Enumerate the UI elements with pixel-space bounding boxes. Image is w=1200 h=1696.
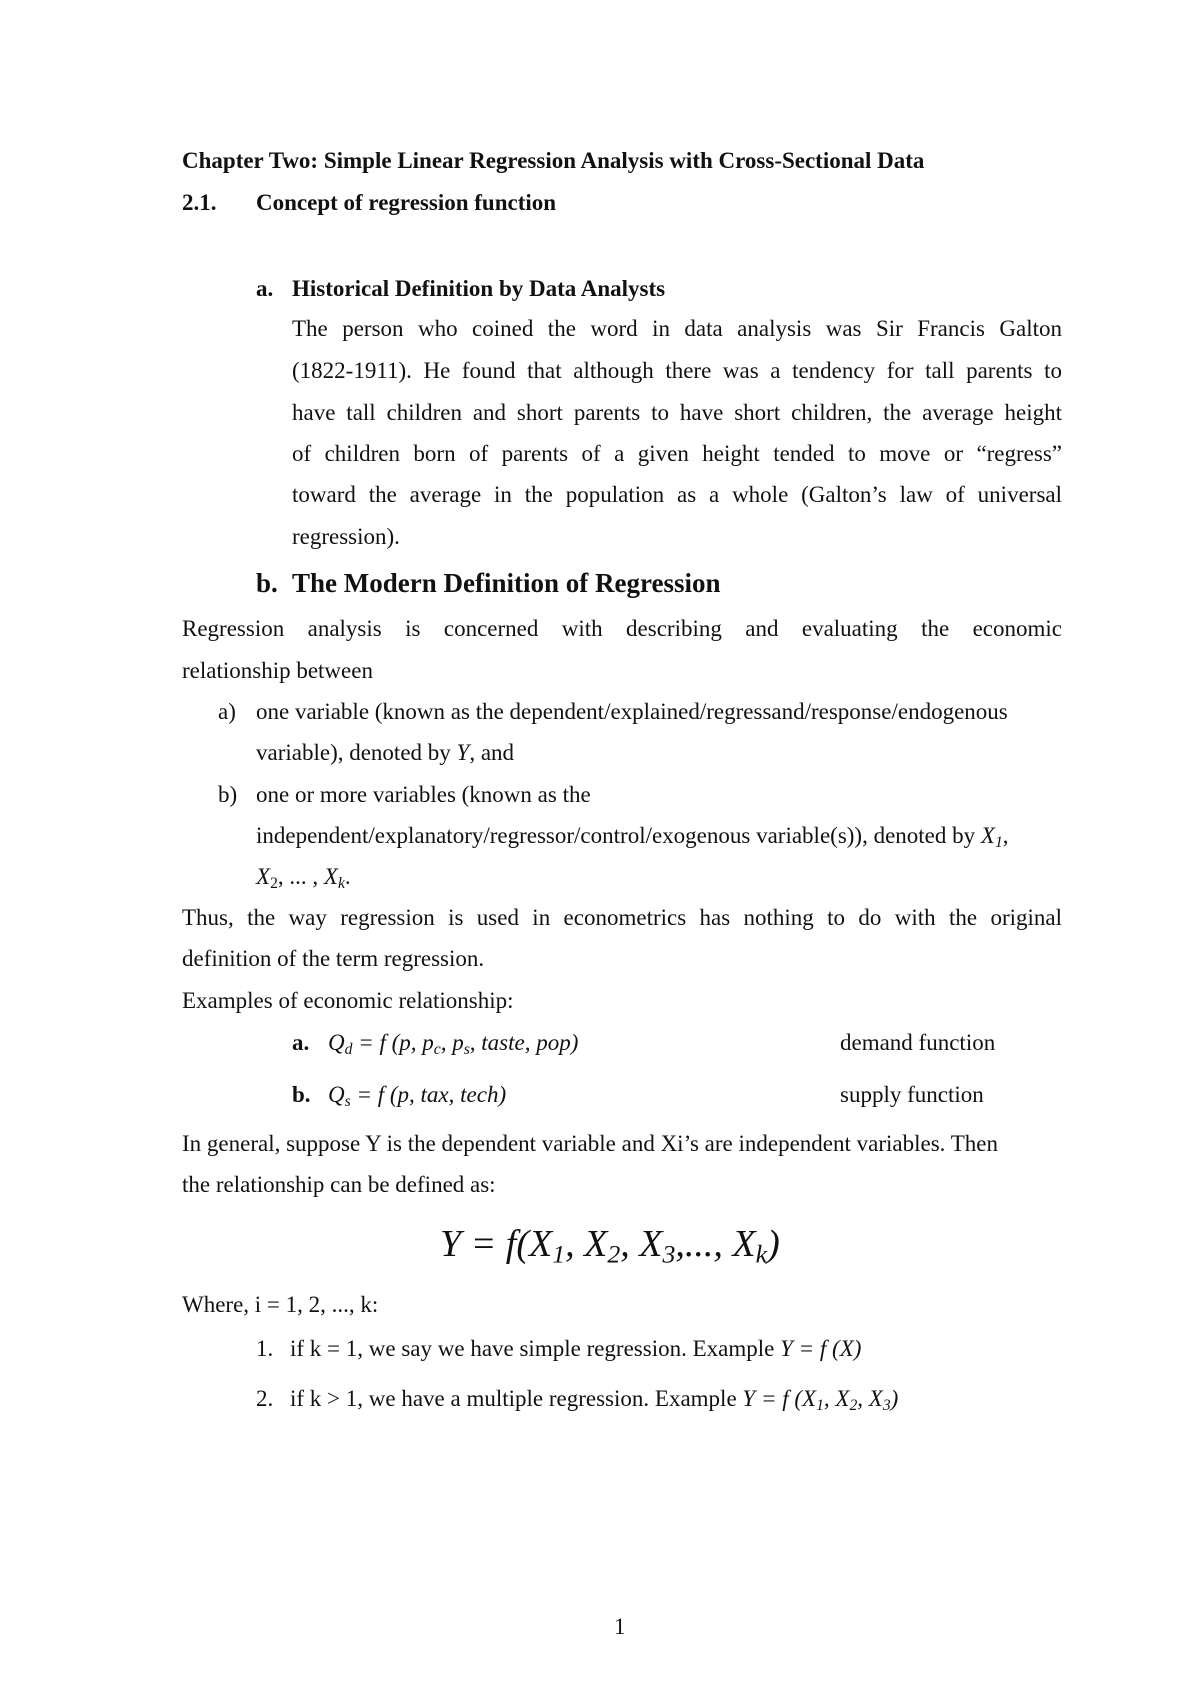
chapter-title: Chapter Two: Simple Linear Regression Analysis with Cross-Sectional Data xyxy=(182,148,925,173)
historical-line-6: regression). xyxy=(292,524,400,549)
example-a-label: a. xyxy=(292,1030,310,1055)
historical-title: Historical Definition by Data Analysts xyxy=(292,276,666,301)
section-title: Concept of regression function xyxy=(256,190,557,215)
section-number: 2.1. xyxy=(182,190,217,215)
supply-function-label: supply function xyxy=(840,1082,984,1107)
case-1-text: if k = 1, we say we have simple regression. Example Y = f (X) xyxy=(290,1336,862,1361)
case-1-label: 1. xyxy=(256,1336,274,1361)
supply-equation: $Q_s = f$ (p, tax, tech) xyxy=(328,1082,507,1110)
case-2-label: 2. xyxy=(256,1386,274,1411)
historical-line-2: (1822-1911). He found that although there was a tendency for tall parents to xyxy=(292,358,1062,383)
historical-line-3: have tall children and short parents to have short children, the average height xyxy=(292,400,1062,425)
general-line-1: In general, suppose Y is the dependent variable and Xi’s are independent variables. Then xyxy=(182,1131,999,1156)
item-b-line-3: $X_2$, ... , $X_k$. xyxy=(256,864,351,892)
item-b-line-2: independent/explanatory/regressor/control/exogenous variable(s)), denoted by $X_1$, xyxy=(256,823,1009,851)
example-b-label: b. xyxy=(292,1082,311,1107)
case-2-text: if k > 1, we have a multiple regression. Example Y = f ($X_1$, $X_2$, $X_3$) xyxy=(290,1386,899,1414)
item-a-label: a) xyxy=(218,699,236,724)
item-b-label: b) xyxy=(218,782,238,807)
examples-heading: Examples of economic relationship: xyxy=(182,988,514,1013)
main-equation: $Y = f(X_1$, $X_2$, $X_3$,..., $X_k$) xyxy=(440,1223,780,1269)
demand-equation: $Q_d = f$ (p, $p_c$, $p_s$, taste, pop) xyxy=(328,1030,579,1058)
item-a-line-2: variable), denoted by Y, and xyxy=(256,740,515,765)
historical-line-1: The person who coined the word in data analysis was Sir Francis Galton xyxy=(292,316,1062,341)
demand-function-label: demand function xyxy=(840,1030,996,1055)
where-line: Where, i = 1, 2, ..., k: xyxy=(182,1292,379,1317)
item-a-line-1: one variable (known as the dependent/explained/regressand/response/endogenous xyxy=(256,699,1008,724)
historical-label: a. xyxy=(256,276,274,301)
page-number: 1 xyxy=(614,1614,626,1639)
thus-line-1: Thus, the way regression is used in econometrics has nothing to do with the original xyxy=(182,905,1062,930)
modern-intro-line-2: relationship between xyxy=(182,658,373,683)
general-line-2: the relationship can be defined as: xyxy=(182,1172,496,1197)
historical-line-4: of children born of parents of a given height tended to move or “regress” xyxy=(292,441,1062,466)
item-b-line-1: one or more variables (known as the xyxy=(256,782,591,807)
modern-title: The Modern Definition of Regression xyxy=(292,568,721,598)
modern-label: b. xyxy=(256,568,278,598)
modern-intro-line-1: Regression analysis is concerned with describing and evaluating the economic xyxy=(182,616,1062,641)
thus-line-2: definition of the term regression. xyxy=(182,946,485,971)
historical-line-5: toward the average in the population as a whole (Galton’s law of universal xyxy=(292,482,1062,507)
